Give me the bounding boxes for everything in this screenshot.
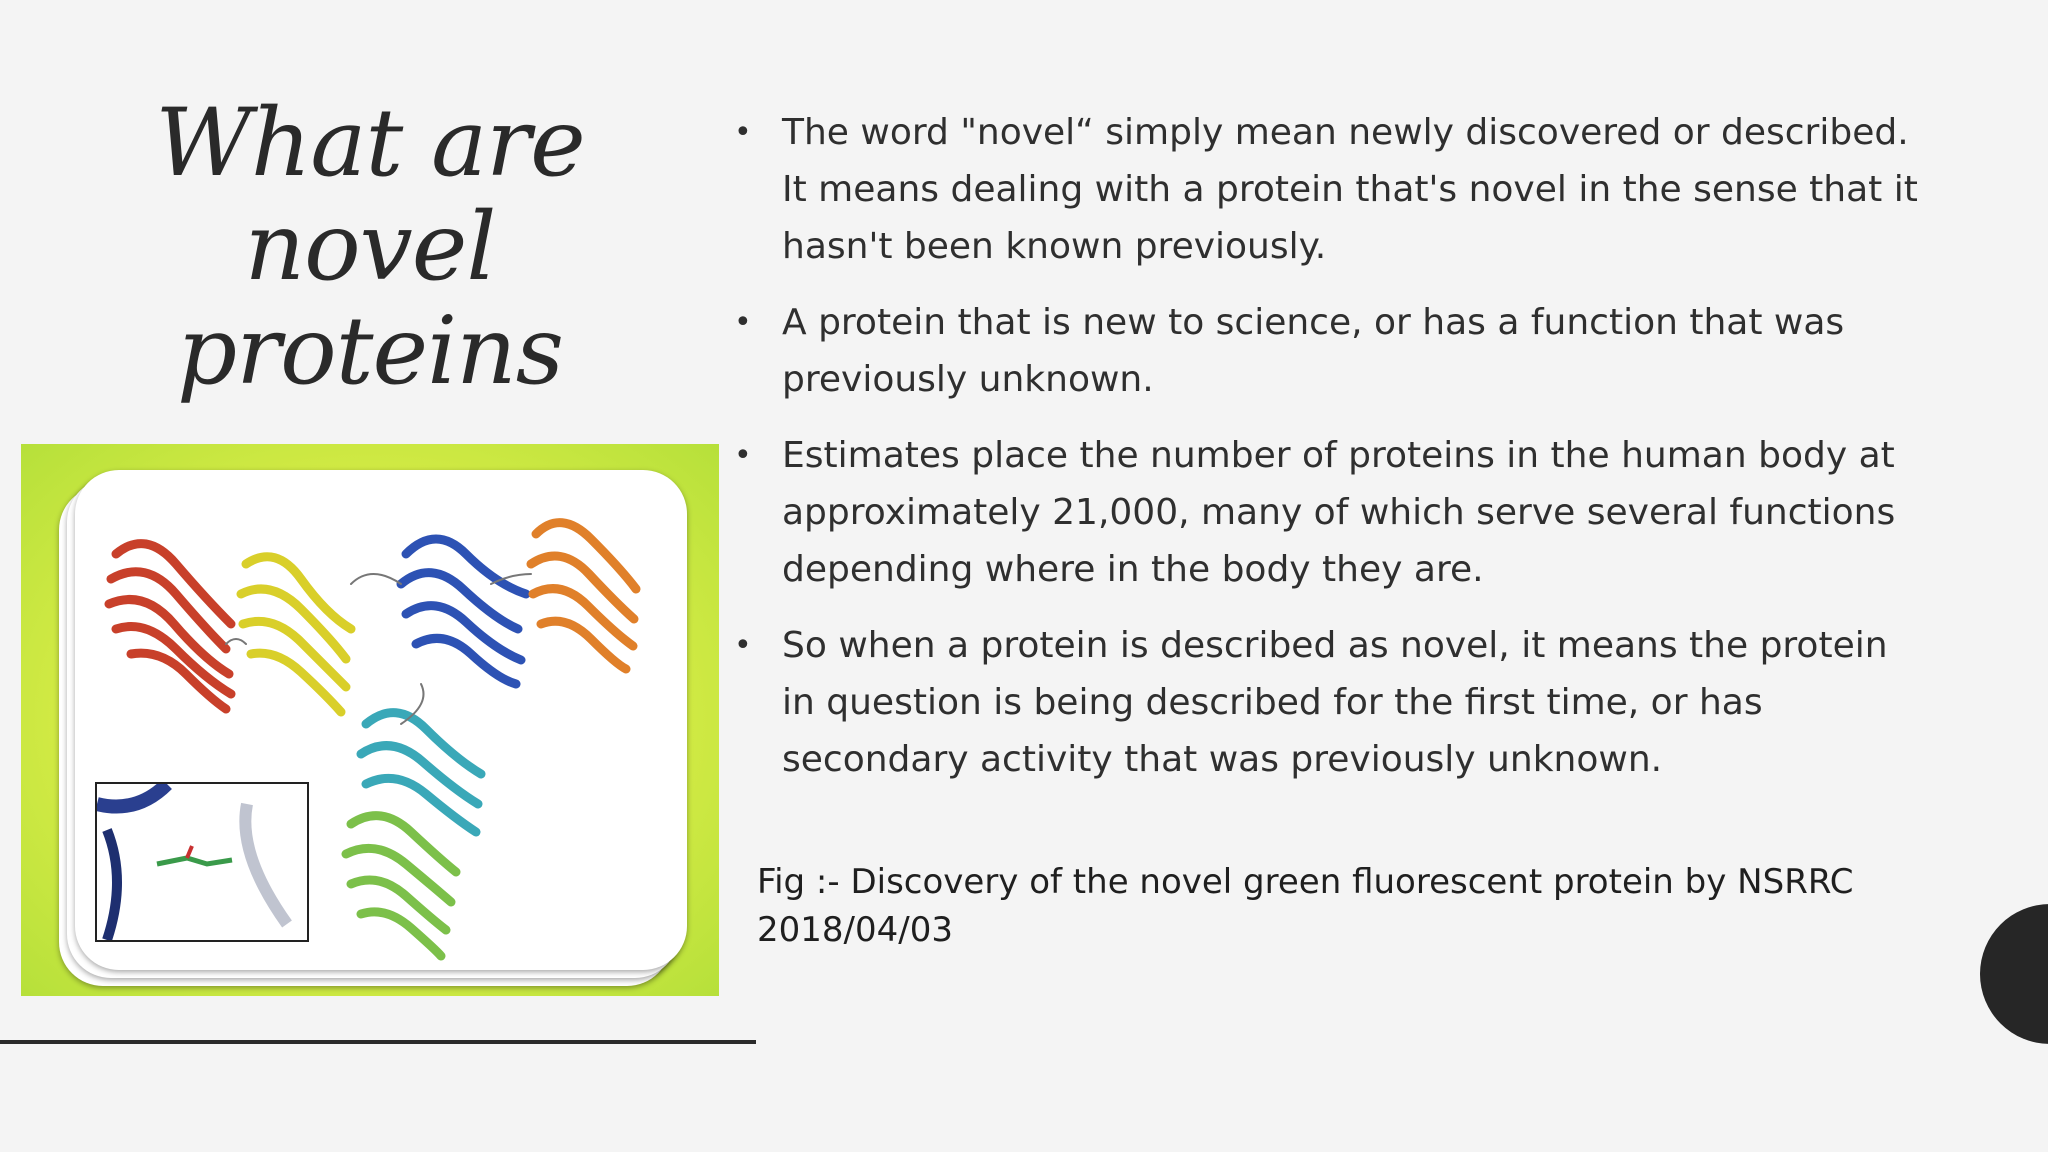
bullet-item	[730, 617, 1930, 788]
bullet-item	[730, 427, 1930, 598]
bullet-list	[730, 104, 1930, 807]
bullet-text: Estimates place the number of proteins in the human body at approximately 21,000, many of which serve several functions depending where in the body they are.	[782, 435, 1896, 590]
bullet-marker: •	[734, 115, 752, 150]
bullet-text: The word "novel“ simply mean newly discovered or described. It means dealing with a protein that's novel in the sense that it hasn't been known previously.	[782, 112, 1918, 267]
ligand-inset	[95, 782, 309, 942]
decorative-circle	[1980, 904, 2048, 1044]
slide-title	[90, 89, 650, 406]
bullet-marker: •	[734, 628, 752, 663]
title-line-3: proteins	[177, 297, 563, 406]
bullet-marker: •	[734, 438, 752, 473]
caption-line-2: 2018/04/03	[757, 910, 953, 950]
bullet-text: So when a protein is described as novel, it means the protein in question is being described for the first time, or has secondary activity that was previously unknown.	[782, 625, 1888, 780]
bullet-marker: •	[734, 305, 752, 340]
title-line-2: novel	[244, 193, 496, 302]
title-line-1: What are	[155, 89, 585, 198]
protein-figure-image	[21, 444, 719, 996]
bullet-text: A protein that is new to science, or has a function that was previously unknown.	[782, 302, 1845, 400]
divider-rule	[0, 1040, 756, 1044]
caption-line-1: Fig :- Discovery of the novel green fluorescent protein by NSRRC	[757, 862, 1854, 902]
bullet-item	[730, 294, 1930, 408]
bullet-item	[730, 104, 1930, 275]
figure-caption	[757, 858, 1857, 954]
